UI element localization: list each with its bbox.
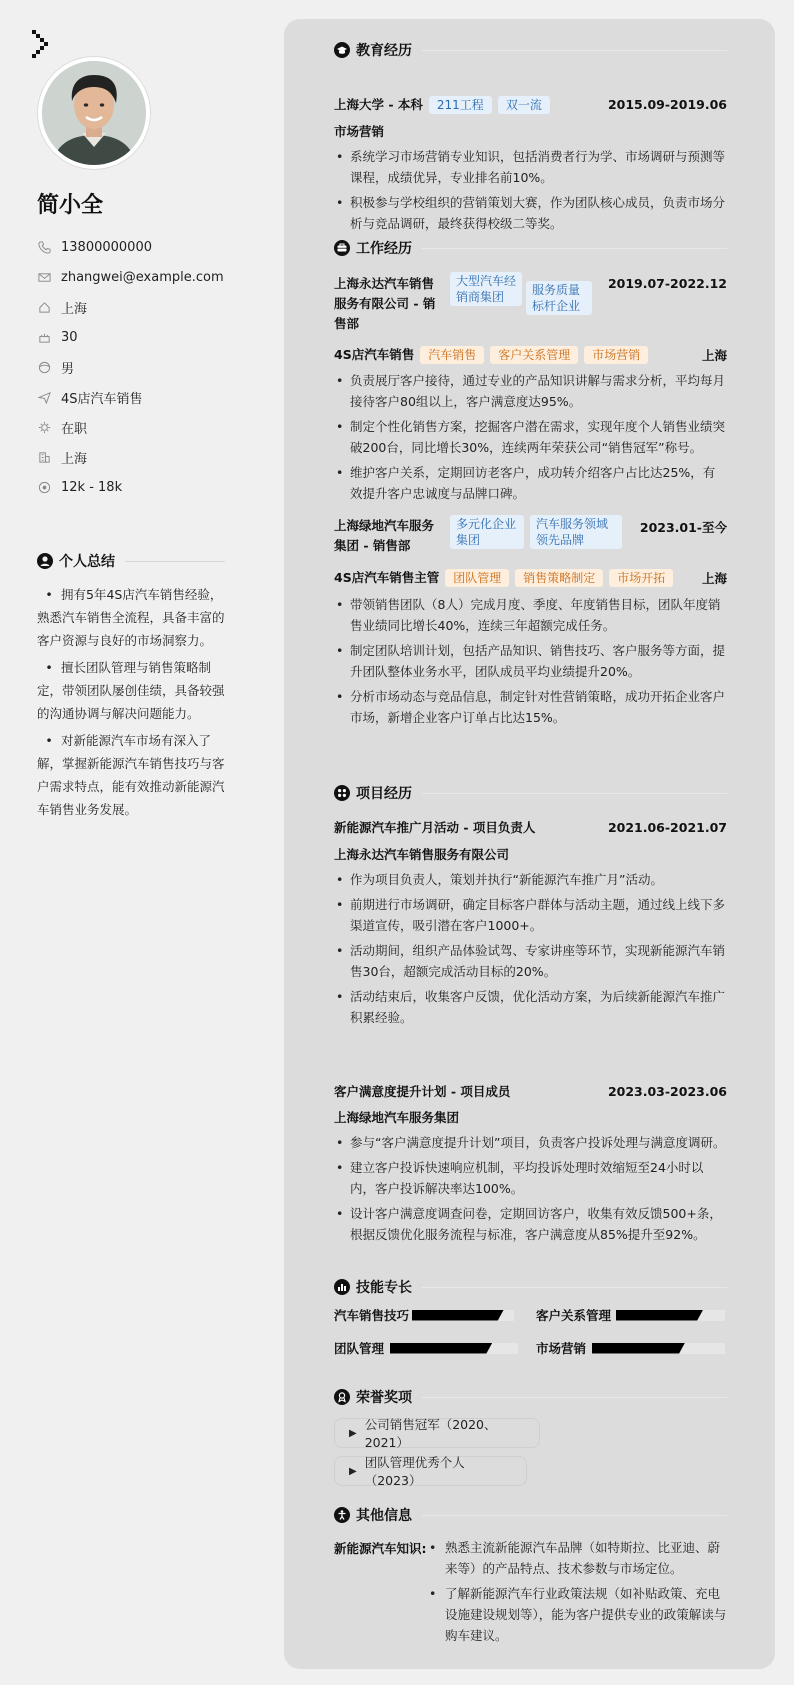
grid-icon — [334, 785, 350, 801]
award-item[interactable] — [334, 1456, 527, 1486]
divider — [422, 248, 727, 249]
tag: 汽车服务领域领先品牌 — [530, 515, 622, 549]
age-icon — [37, 330, 51, 344]
skill-bar-fill — [616, 1310, 703, 1321]
project-2-list — [334, 1132, 727, 1249]
city: 上海 — [701, 347, 727, 363]
list-item: • 带领销售团队（8人）完成月度、季度、年度销售目标，团队年度销售业绩同比增长40%，连续三年超额完成任务。 — [334, 594, 727, 636]
awards-section-title — [334, 1386, 727, 1408]
skill-bar — [592, 1343, 725, 1354]
logo-icon — [32, 30, 52, 58]
tag: 多元化企业集团 — [450, 515, 524, 549]
info-text: 13800000000 — [61, 239, 152, 255]
list-item: • 对新能源汽车市场有深入了解，掌握新能源汽车销售技巧与客户需求特点，能有效推动新能源汽车销售业务发展。 — [37, 729, 229, 821]
list-item: • 建立客户投诉快速响应机制，平均投诉处理时效缩短至24小时以内，客户投诉解决率达100%。 — [334, 1157, 727, 1199]
skill-bar-fill — [592, 1343, 685, 1354]
tag: 客户关系管理 — [490, 346, 578, 364]
info-age — [37, 322, 247, 352]
skill-name: 汽车销售技巧 — [334, 1308, 410, 1323]
projects-section — [334, 782, 727, 1242]
major: 市场营销 — [334, 124, 385, 139]
avatar — [38, 57, 150, 169]
list-item: • 了解新能源汽车行业政策法规（如补贴政策、充电设施建设规划等），能为客户提供专业的政策解读与购车建议。 — [427, 1583, 727, 1646]
graduation-cap-icon — [334, 42, 350, 58]
section-title-text: 教育经历 — [356, 43, 412, 59]
divider — [422, 1397, 727, 1398]
phone-icon — [37, 240, 51, 254]
award-text: 团队管理优秀个人（2023） — [364, 1455, 465, 1488]
tag: 市场开拓 — [609, 569, 673, 587]
job-1-header — [334, 272, 727, 332]
section-title-text: 个人总结 — [59, 554, 115, 570]
skill-row — [536, 1306, 725, 1324]
other-label: 新能源汽车知识: — [334, 1541, 427, 1556]
info-text: 上海 — [61, 451, 88, 467]
project-1-header — [334, 818, 727, 836]
date: 2021.06-2021.07 — [607, 819, 727, 835]
job-2-header — [334, 514, 727, 554]
list-item: • 制定个性化销售方案，挖掘客户潜在需求，实现年度个人销售业绩突破200台，同比增长30%，连续两年荣获公司“销售冠军”称号。 — [334, 416, 727, 458]
mail-icon — [37, 270, 51, 284]
summary-section-title — [37, 551, 225, 571]
triangle-right-icon: ▶ — [349, 1427, 357, 1439]
avatar-portrait — [42, 61, 146, 165]
candidate-name: 简小全 — [37, 193, 104, 218]
list-item: • 活动期间，组织产品体验试驾、专家讲座等环节，实现新能源汽车销售30台，超额完成活动目标的20%。 — [334, 940, 727, 982]
tag: 服务质量标杆企业 — [526, 281, 592, 315]
section-title-text: 技能专长 — [356, 1280, 412, 1296]
tag: 汽车销售 — [420, 346, 484, 364]
tag: 团队管理 — [445, 569, 509, 587]
company-name: 上海永达汽车销售服务有限公司 - 销售部 — [334, 276, 436, 331]
list-item: • 参与“客户满意度提升计划”项目，负责客户投诉处理与满意度调研。 — [334, 1132, 727, 1153]
education-section — [334, 39, 727, 231]
date: 2023.01-至今 — [639, 520, 727, 535]
list-item: • 分析市场动态与竞品信息，制定针对性营销策略，成功开拓企业客户市场，新增企业客户订单占比达15%。 — [334, 686, 727, 728]
award-icon — [334, 1389, 350, 1405]
school-name: 上海大学 - 本科 — [334, 97, 423, 112]
other-section — [334, 1504, 727, 1643]
list-item: • 拥有5年4S店汽车销售经验，熟悉汽车销售全流程，具备丰富的客户资源与良好的市场洞察力。 — [37, 583, 229, 652]
accessibility-icon — [334, 1507, 350, 1523]
info-text: 在职 — [61, 421, 88, 437]
education-list — [334, 146, 727, 238]
info-status — [37, 412, 247, 442]
info-gender — [37, 352, 247, 382]
list-item: • 设计客户满意度调查问卷，定期回访客户，收集有效反馈500+条，根据反馈优化服务流程与标准，客户满意度从85%提升至92%。 — [334, 1203, 727, 1245]
job-1-list — [334, 370, 727, 508]
summary-list — [37, 583, 229, 825]
list-item: • 维护客户关系，定期回访老客户，成功转介绍客户占比达25%，有效提升客户忠诚度与品牌口碑。 — [334, 462, 727, 504]
send-icon — [37, 390, 51, 404]
list-item: • 熟悉主流新能源汽车品牌（如特斯拉、比亚迪、蔚来等）的产品特点、技术参数与市场定位。 — [427, 1537, 727, 1579]
education-header — [334, 95, 727, 114]
list-item: • 负责展厅客户接待，通过专业的产品知识讲解与需求分析，平均每月接待客户80组以上，客户满意度达95%。 — [334, 370, 727, 412]
chart-icon — [334, 1279, 350, 1295]
salary-icon — [37, 480, 51, 494]
project-name: 客户满意度提升计划 - 项目成员 — [334, 1084, 511, 1099]
skill-bar — [616, 1310, 725, 1321]
date: 2023.03-2023.06 — [607, 1083, 727, 1099]
status-icon — [37, 420, 51, 434]
role-title: 4S店汽车销售 — [334, 347, 415, 362]
divider — [125, 561, 225, 562]
award-item[interactable] — [334, 1418, 540, 1448]
tag: 211工程 — [429, 96, 492, 114]
info-text: 30 — [61, 329, 78, 345]
list-item: • 擅长团队管理与销售策略制定，带领团队屡创佳绩，具备较强的沟通协调与解决问题能力。 — [37, 656, 229, 725]
info-text: 上海 — [61, 301, 88, 317]
other-section-title — [334, 1504, 727, 1526]
briefcase-icon — [334, 240, 350, 256]
info-text: 4S店汽车销售 — [61, 391, 143, 407]
project-1-list — [334, 869, 727, 1032]
skill-bar — [412, 1310, 514, 1321]
list-item: • 积极参与学校组织的营销策划大赛，作为团队核心成员，负责市场分析与竞品调研，最终获得校级二等奖。 — [334, 192, 727, 234]
info-text: 男 — [61, 361, 75, 377]
projects-section-title — [334, 782, 727, 804]
skill-row — [334, 1339, 518, 1357]
job-2-role — [334, 568, 727, 587]
school-line — [334, 95, 550, 114]
skills-section — [334, 1276, 727, 1298]
contact-info-list — [37, 232, 247, 502]
skill-row — [334, 1306, 514, 1324]
list-item: • 作为项目负责人，策划并执行“新能源汽车推广月”活动。 — [334, 869, 727, 890]
skill-bar-fill — [390, 1343, 492, 1354]
user-icon — [37, 553, 53, 569]
skill-bar — [390, 1343, 518, 1354]
awards-section — [334, 1386, 727, 1408]
list-item: • 系统学习市场营销专业知识，包括消费者行为学、市场调研与预测等课程，成绩优异，专业排名前10%。 — [334, 146, 727, 188]
list-item: • 活动结束后，收集客户反馈，优化活动方案，为后续新能源汽车推广积累经验。 — [334, 986, 727, 1028]
job-1-role — [334, 345, 727, 364]
work-section-title — [334, 237, 727, 259]
skill-name: 客户关系管理 — [536, 1308, 612, 1323]
divider — [422, 793, 727, 794]
skills-section-title — [334, 1276, 727, 1298]
info-phone — [37, 232, 247, 262]
info-email — [37, 262, 247, 292]
project-org: 上海绿地汽车服务集团 — [334, 1110, 460, 1125]
home-icon — [37, 300, 51, 314]
date: 2019.07-2022.12 — [607, 276, 727, 291]
skill-name: 市场营销 — [536, 1341, 587, 1356]
date: 2015.09-2019.06 — [607, 97, 727, 112]
divider — [422, 50, 727, 51]
section-title-text: 工作经历 — [356, 241, 412, 257]
section-title-text: 项目经历 — [356, 786, 412, 802]
role-line — [334, 568, 673, 587]
tag: 销售策略制定 — [515, 569, 603, 587]
section-title-text: 荣誉奖项 — [356, 1390, 412, 1406]
other-list — [427, 1537, 727, 1650]
info-work-city — [37, 442, 247, 472]
info-location — [37, 292, 247, 322]
gender-icon — [37, 360, 51, 374]
job-2-list — [334, 594, 727, 732]
tag: 大型汽车经销商集团 — [450, 272, 522, 306]
skill-row — [536, 1339, 725, 1357]
section-title-text: 其他信息 — [356, 1508, 412, 1524]
main-panel — [284, 19, 775, 1669]
building-icon — [37, 450, 51, 464]
work-section — [334, 237, 727, 725]
info-position — [37, 382, 247, 412]
role-title: 4S店汽车销售主管 — [334, 570, 440, 585]
education-section-title — [334, 39, 727, 61]
project-org: 上海永达汽车销售服务有限公司 — [334, 847, 510, 862]
company-name: 上海绿地汽车服务集团 - 销售部 — [334, 518, 435, 553]
project-2-header — [334, 1082, 727, 1100]
info-salary — [37, 472, 247, 502]
list-item: • 制定团队培训计划，包括产品知识、销售技巧、客户服务等方面，提升团队整体业务水平，团队成员平均业绩提升20%。 — [334, 640, 727, 682]
tag: 市场营销 — [584, 346, 648, 364]
skill-name: 团队管理 — [334, 1341, 385, 1356]
info-text: 12k - 18k — [61, 479, 123, 495]
info-text: zhangwei@example.com — [61, 269, 224, 285]
project-name: 新能源汽车推广月活动 - 项目负责人 — [334, 820, 536, 835]
list-item: • 前期进行市场调研，确定目标客户群体与活动主题，通过线上线下多渠道宣传，吸引潜在客户1000+。 — [334, 894, 727, 936]
triangle-right-icon: ▶ — [349, 1465, 357, 1477]
role-line — [334, 345, 648, 364]
tag: 双一流 — [498, 96, 550, 114]
divider — [422, 1515, 727, 1516]
sidebar — [0, 0, 265, 1685]
divider — [422, 1287, 727, 1288]
city: 上海 — [701, 570, 727, 586]
skill-bar-fill — [412, 1310, 504, 1321]
award-text: 公司销售冠军（2020、2021） — [364, 1417, 497, 1450]
